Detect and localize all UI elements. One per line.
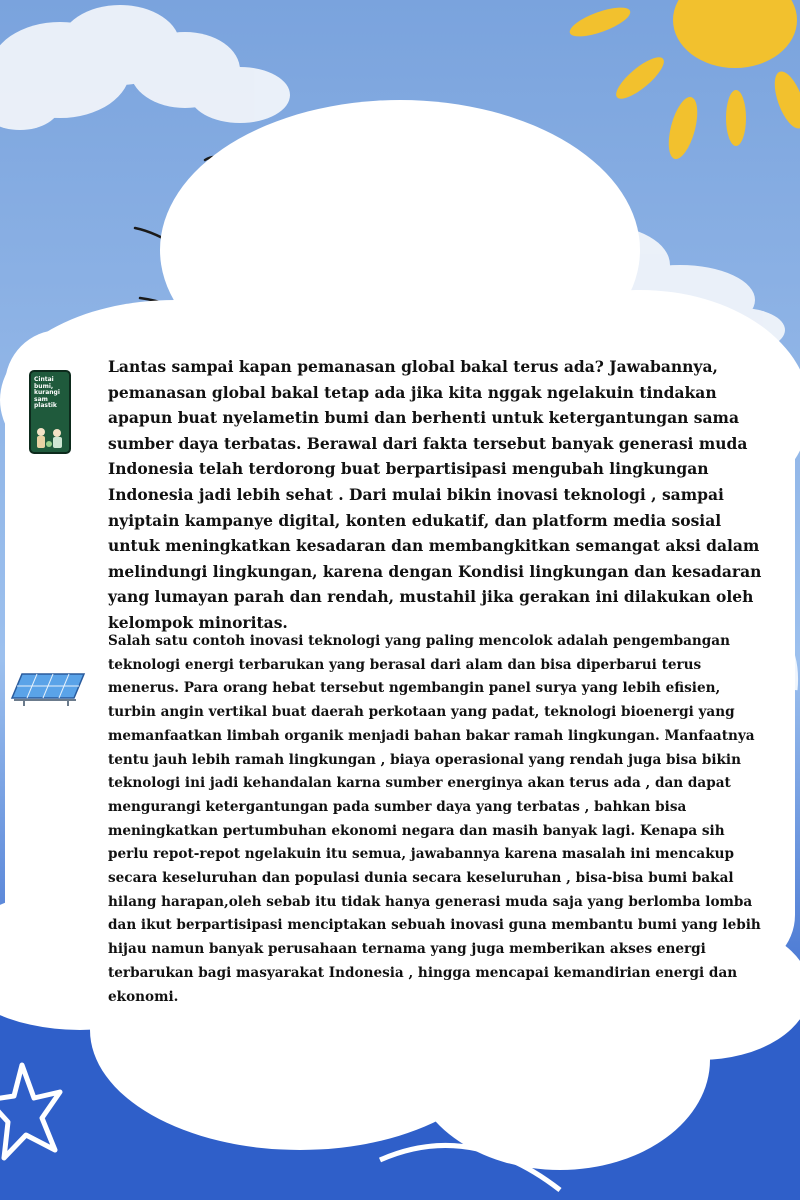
solar-panel-icon xyxy=(10,672,86,706)
sun-icon xyxy=(567,0,800,162)
phone-poster-icon xyxy=(29,370,71,454)
paragraph-2: Salah satu contoh inovasi teknologi yang paling mencolok adalah pengembangan teknologi energi terbarukan yang berasal dari alam dan bisa diperbarui terus menerus. Para orang hebat tersebut ngembangin panel surya yang lebih efisien, turbin angin vertikal buat daerah perkotaan yang padat, teknologi bioenergi yang memanfaatkan limbah organik menjadi bahan bakar ramah lingkungan. Manfaatnya tentu jauh lebih ramah lingkungan , biaya operasional yang rendah juga bisa bikin teknologi ini jadi kehandalan karna sumber energinya akan terus ada , dan dapat mengurangi ketergantungan pada sumber daya yang terbatas , bahkan bisa meningkatkan pertumbuhan ekonomi negara dan masih banyak lagi. Kenapa sih perlu repot-repot ngelakuin itu semua, jawabannya karena masalah ini mencakup secara keseluruhan dan populasi dunia secara keseluruhan , bisa-bisa bumi bakal hilang harapan,oleh sebab itu tidak hanya generasi muda saja yang berlomba lomba dan ikut berpartisipasi menciptakan sebuah inovasi guna membantu bumi yang lebih hijau namun banyak perusahaan ternama yang juga memberikan akses energi terbarukan bagi masyarakat Indonesia , hingga mencapai kemandirian energi dan ekonomi. xyxy=(108,633,761,1005)
people-illustration xyxy=(33,424,67,450)
paragraph-1: Lantas sampai kapan pemanasan global bakal terus ada? Jawabannya, pemanasan global bakal tetap ada jika kita nggak ngelakuin tindakan apapun buat nyelametin bumi dan berhenti untuk ketergantungan sama sumber daya terbatas. Berawal dari fakta tersebut banyak generasi muda Indonesia telah terdorong buat berpartisipasi mengubah lingkungan Indonesia jadi lebih sehat . Dari mulai bikin inovasi teknologi , sampai nyiptain kampanye digital, konten edukatif, dan platform media sosial untuk meningkatkan kesadaran dan membangkitkan semangat aksi dalam melindungi lingkungan, karena dengan Kondisi lingkungan dan kesadaran yang lumayan parah dan rendah, mustahil jika gerakan ini dilakukan oleh kelompok minoritas. xyxy=(108,357,762,632)
phone-poster-text: Cintai bumi, kurangi sam plastik xyxy=(34,376,60,409)
